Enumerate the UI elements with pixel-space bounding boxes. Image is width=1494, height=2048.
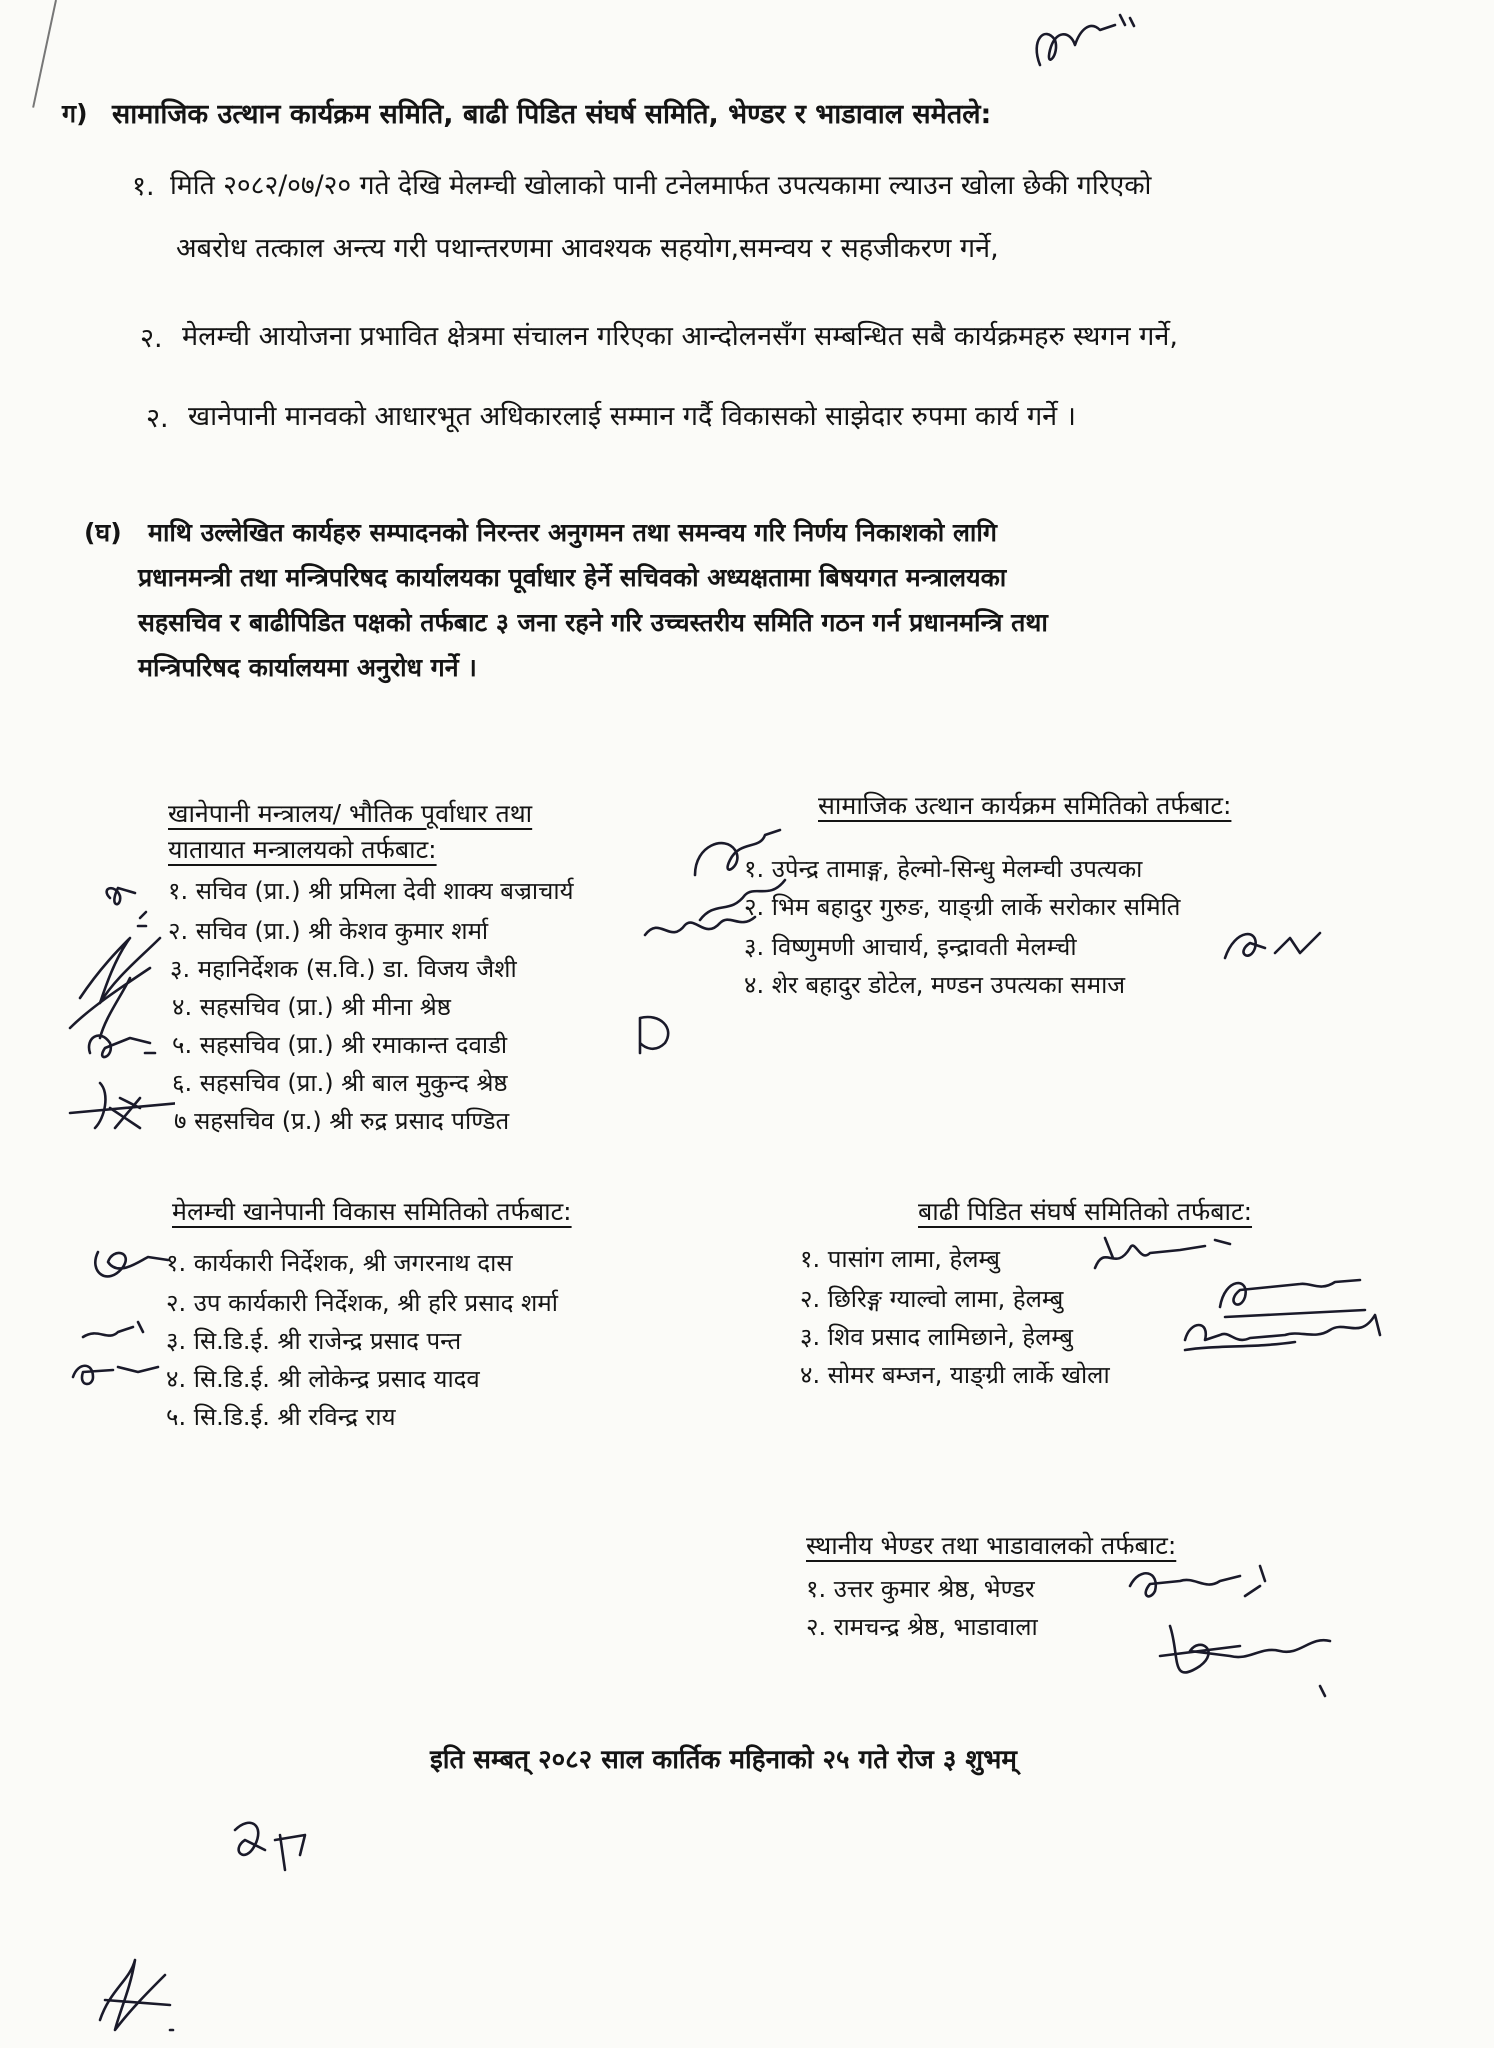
social-member-4: ४. शेर बहादुर डोटेल, मण्डन उपत्यका समाज — [744, 971, 1126, 999]
ministry-member-6: ६. सहसचिव (प्रा.) श्री बाल मुकुन्द श्रेष्ठ — [172, 1069, 508, 1097]
melamchi-member-4: ४. सि.डि.ई. श्री लोकेन्द्र प्रसाद यादव — [166, 1365, 480, 1393]
gha-line-2: प्रधानमन्त्री तथा मन्त्रिपरिषद कार्यालयका पूर्वाधार हेर्ने सचिवको अध्यक्षतामा बिषयगत मन्त्रालयका — [138, 563, 1007, 592]
ga-item2-text: मेलम्ची आयोजना प्रभावित क्षेत्रमा संचालन गरिएका आन्दोलनसँग सम्बन्धित सबै कार्यक्रमहरु स्थगन गर्ने, — [182, 321, 1178, 352]
ministry-title-line1: खानेपानी मन्त्रालय/ भौतिक पूर्वाधार तथा — [168, 799, 533, 828]
signature-social-3 — [1215, 918, 1335, 968]
flood-member-2: २. छिरिङ्ग ग्याल्वो लामा, हेलम्बु — [800, 1285, 1064, 1313]
melamchi-member-5: ५. सि.डि.ई. श्री रविन्द्र राय — [166, 1403, 396, 1431]
flood-member-1: १. पासांग लामा, हेलम्बु — [800, 1245, 1001, 1273]
melamchi-member-3: ३. सि.डि.ई. श्री राजेन्द्र प्रसाद पन्त — [166, 1327, 462, 1355]
ministry-member-4: ४. सहसचिव (प्रा.) श्री मीना श्रेष्ठ — [172, 993, 451, 1021]
signature-flood-3 — [1175, 1300, 1390, 1370]
flood-member-3: ३. शिव प्रसाद लामिछाने, हेलम्बु — [800, 1323, 1073, 1351]
ministry-title-line2: यातायात मन्त्रालयको तर्फबाट: — [168, 835, 437, 864]
signature-vendor-2 — [1140, 1606, 1340, 1706]
signature-ministry-circle — [625, 1008, 685, 1058]
social-member-3: ३. विष्णुमणी आचार्य, इन्द्रावती मेलम्ची — [744, 933, 1077, 961]
melamchi-member-1: १. कार्यकारी निर्देशक, श्री जगरनाथ दास — [166, 1249, 513, 1277]
vendor-member-2: २. रामचन्द्र श्रेष्ठ, भाडावाला — [806, 1613, 1038, 1641]
signatures-ministry-left — [60, 878, 175, 1158]
social-member-2: २. भिम बहादुर गुरुङ, याङ्ग्री लार्के सरोकार समिति — [744, 893, 1181, 921]
gha-line-3: सहसचिव र बाढीपिडित पक्षको तर्फबाट ३ जना रहने गरि उच्चस्तरीय समिति गठन गर्न प्रधानमन्त्रि तथा — [138, 608, 1048, 637]
flood-title: बाढी पिडित संघर्ष समितिको तर्फबाट: — [918, 1197, 1253, 1226]
ministry-member-7: ७ सहसचिव (प्र.) श्री रुद्र प्रसाद पण्डित — [174, 1107, 510, 1135]
ministry-member-3: ३. महानिर्देशक (स.वि.) डा. विजय जैशी — [170, 955, 517, 983]
melamchi-title: मेलम्ची खानेपानी विकास समितिको तर्फबाट: — [172, 1197, 572, 1226]
section-gha-label: (घ) — [84, 518, 122, 547]
ga-item3-num: २. — [146, 403, 169, 434]
ga-item1-line1: मिति २०८२/०७/२० गते देखि मेलम्ची खोलाको पानी टनेलमार्फत उपत्यकामा ल्याउन खोला छेकी गरिएको — [170, 170, 1152, 201]
signature-bottom-2 — [80, 1950, 190, 2040]
vendor-member-1: १. उत्तर कुमार श्रेष्ठ, भेण्डर — [806, 1575, 1035, 1603]
signature-bottom-1 — [220, 1810, 330, 1880]
ministry-member-1: १. सचिव (प्रा.) श्री प्रमिला देवी शाक्य बज्राचार्य — [168, 877, 574, 905]
ministry-member-5: ५. सहसचिव (प्रा.) श्री रमाकान्त दवाडी — [172, 1031, 508, 1059]
ga-item3-text: खानेपानी मानवको आधारभूत अधिकारलाई सम्मान गर्दै विकासको साझेदार रुपमा कार्य गर्ने । — [188, 401, 1076, 432]
ga-item2-num: २. — [140, 323, 163, 354]
section-ga-label: ग) — [62, 99, 88, 128]
ga-item1-line2: अबरोध तत्काल अन्त्य गरी पथान्तरणमा आवश्यक सहयोग,समन्वय र सहजीकरण गर्ने, — [176, 233, 999, 264]
paper-fold-line — [32, 0, 57, 108]
ga-item1-num: १. — [132, 171, 155, 202]
section-ga-heading: सामाजिक उत्थान कार्यक्रम समिति, बाढी पिडित संघर्ष समिति, भेण्डर र भाडावाल समेतले: — [112, 99, 992, 130]
signatures-social — [690, 820, 790, 930]
flood-member-4: ४. सोमर बम्जन, याङ्ग्री लार्के खोला — [800, 1361, 1110, 1389]
vendor-title: स्थानीय भेण्डर तथा भाडावालको तर्फबाट: — [806, 1531, 1177, 1560]
social-title: सामाजिक उत्थान कार्यक्रम समितिको तर्फबाट: — [818, 791, 1232, 820]
melamchi-member-2: २. उप कार्यकारी निर्देशक, श्री हरि प्रसाद शर्मा — [166, 1289, 558, 1317]
ministry-member-2: २. सचिव (प्रा.) श्री केशव कुमार शर्मा — [168, 917, 489, 945]
signature-top — [1020, 10, 1140, 80]
signatures-melamchi — [68, 1232, 178, 1402]
social-member-1: १. उपेन्द्र तामाङ्ग, हेल्मो-सिन्धु मेलम्ची उपत्यका — [744, 855, 1143, 883]
gha-line-1: माथि उल्लेखित कार्यहरु सम्पादनको निरन्तर अनुगमन तथा समन्वय गरि निर्णय निकाशको लागि — [148, 518, 997, 547]
closing-line: इति सम्बत् २०८२ साल कार्तिक महिनाको २५ गते रोज ३ शुभम् — [430, 1745, 1017, 1775]
gha-line-4: मन्त्रिपरिषद कार्यालयमा अनुरोध गर्ने । — [138, 653, 477, 682]
